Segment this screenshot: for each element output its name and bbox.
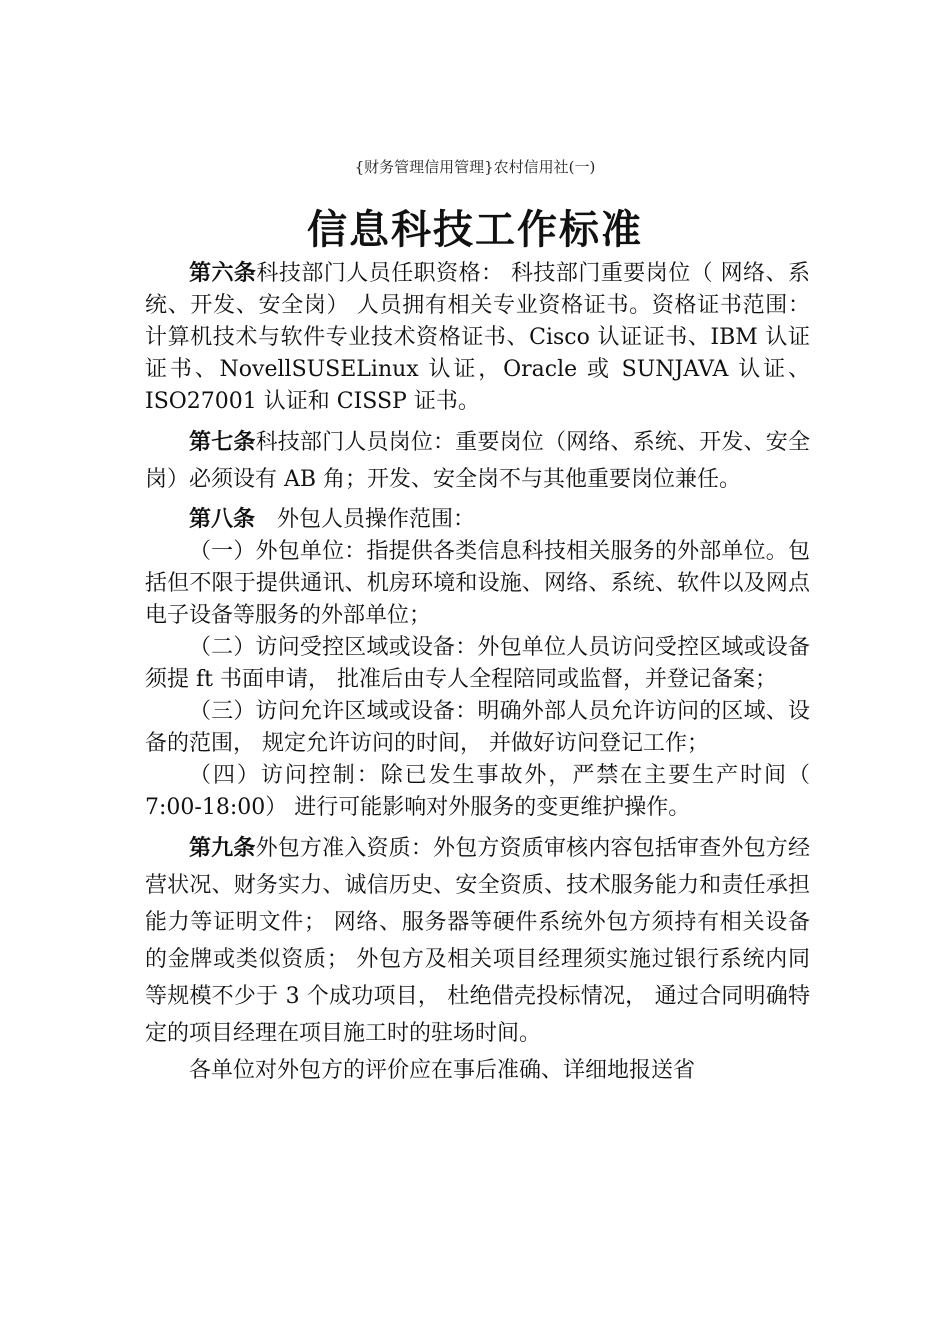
tail-paragraph: 各单位对外包方的评价应在事后准确、详细地报送省 (189, 1058, 696, 1083)
article-8-label: 第八条 (189, 507, 256, 532)
article-9-label: 第九条 (189, 836, 256, 861)
article-8-text: 外包人员操作范围： (255, 507, 476, 532)
article-8-item-2: （二）访问受控区域或设备：外包单位人员访问受控区域或设备须提 ft 书面申请， 批准后由专人全程陪同或监督，并登记备案； (145, 635, 810, 692)
article-9 (145, 830, 810, 1052)
article-9-text: 外包方准入资质：外包方资质审核内容包括审查外包方经营状况、财务实力、诚信历史、安全资质、技术服务能力和责任承担能力等证明文件； 网络、服务器等硬件系统外包方须持有相关设备的金牌或类似资质； 外包方及相关项目经理须实施过银行系统内同等规模不少于 3 个成功项目， 杜绝借壳投标情况， 通过合同明确特定的项目经理在项目施工时的驻场时间。 (145, 836, 810, 1046)
article-7-label: 第七条 (189, 430, 256, 455)
document-header: {财务管理信用管理}农村信用社(一) (354, 158, 596, 176)
article-7-text: 科技部门人员岗位：重要岗位（网络、系统、开发、安全岗）必须设有 AB 角；开发、安全岗不与其他重要岗位兼任。 (145, 430, 810, 492)
document-title: 信息科技工作标准 (307, 207, 643, 253)
article-8 (145, 504, 810, 536)
article-6-label: 第六条 (189, 261, 257, 286)
article-6 (145, 258, 810, 418)
article-7 (145, 424, 810, 498)
article-8-item-3: （三）访问允许区域或设备：明确外部人员允许访问的区域、设备的范围， 规定允许访问的时间， 并做好访问登记工作； (145, 699, 810, 756)
article-8-item-1: （一）外包单位：指提供各类信息科技相关服务的外部单位。包括但不限于提供通讯、机房环境和设施、网络、系统、软件以及网点电子设备等服务的外部单位； (145, 539, 810, 628)
article-6-text: 科技部门人员任职资格： 科技部门重要岗位（ 网络、系统、开发、安全岗） 人员拥有相关专业资格证书。资格证书范围： 计算机技术与软件专业技术资格证书、Cisco 认证证书、IBM 认证证书、NovellSUSELinux 认证，Oracle 或 SUNJAVA 认证、ISO27001 认证和 CISSP 证书。 (145, 261, 810, 414)
article-8-item-4: （四）访问控制：除已发生事故外，严禁在主要生产时间（ 7:00-18:00） 进行可能影响对外服务的变更维护操作。 (145, 763, 810, 820)
document-body (145, 258, 810, 1089)
